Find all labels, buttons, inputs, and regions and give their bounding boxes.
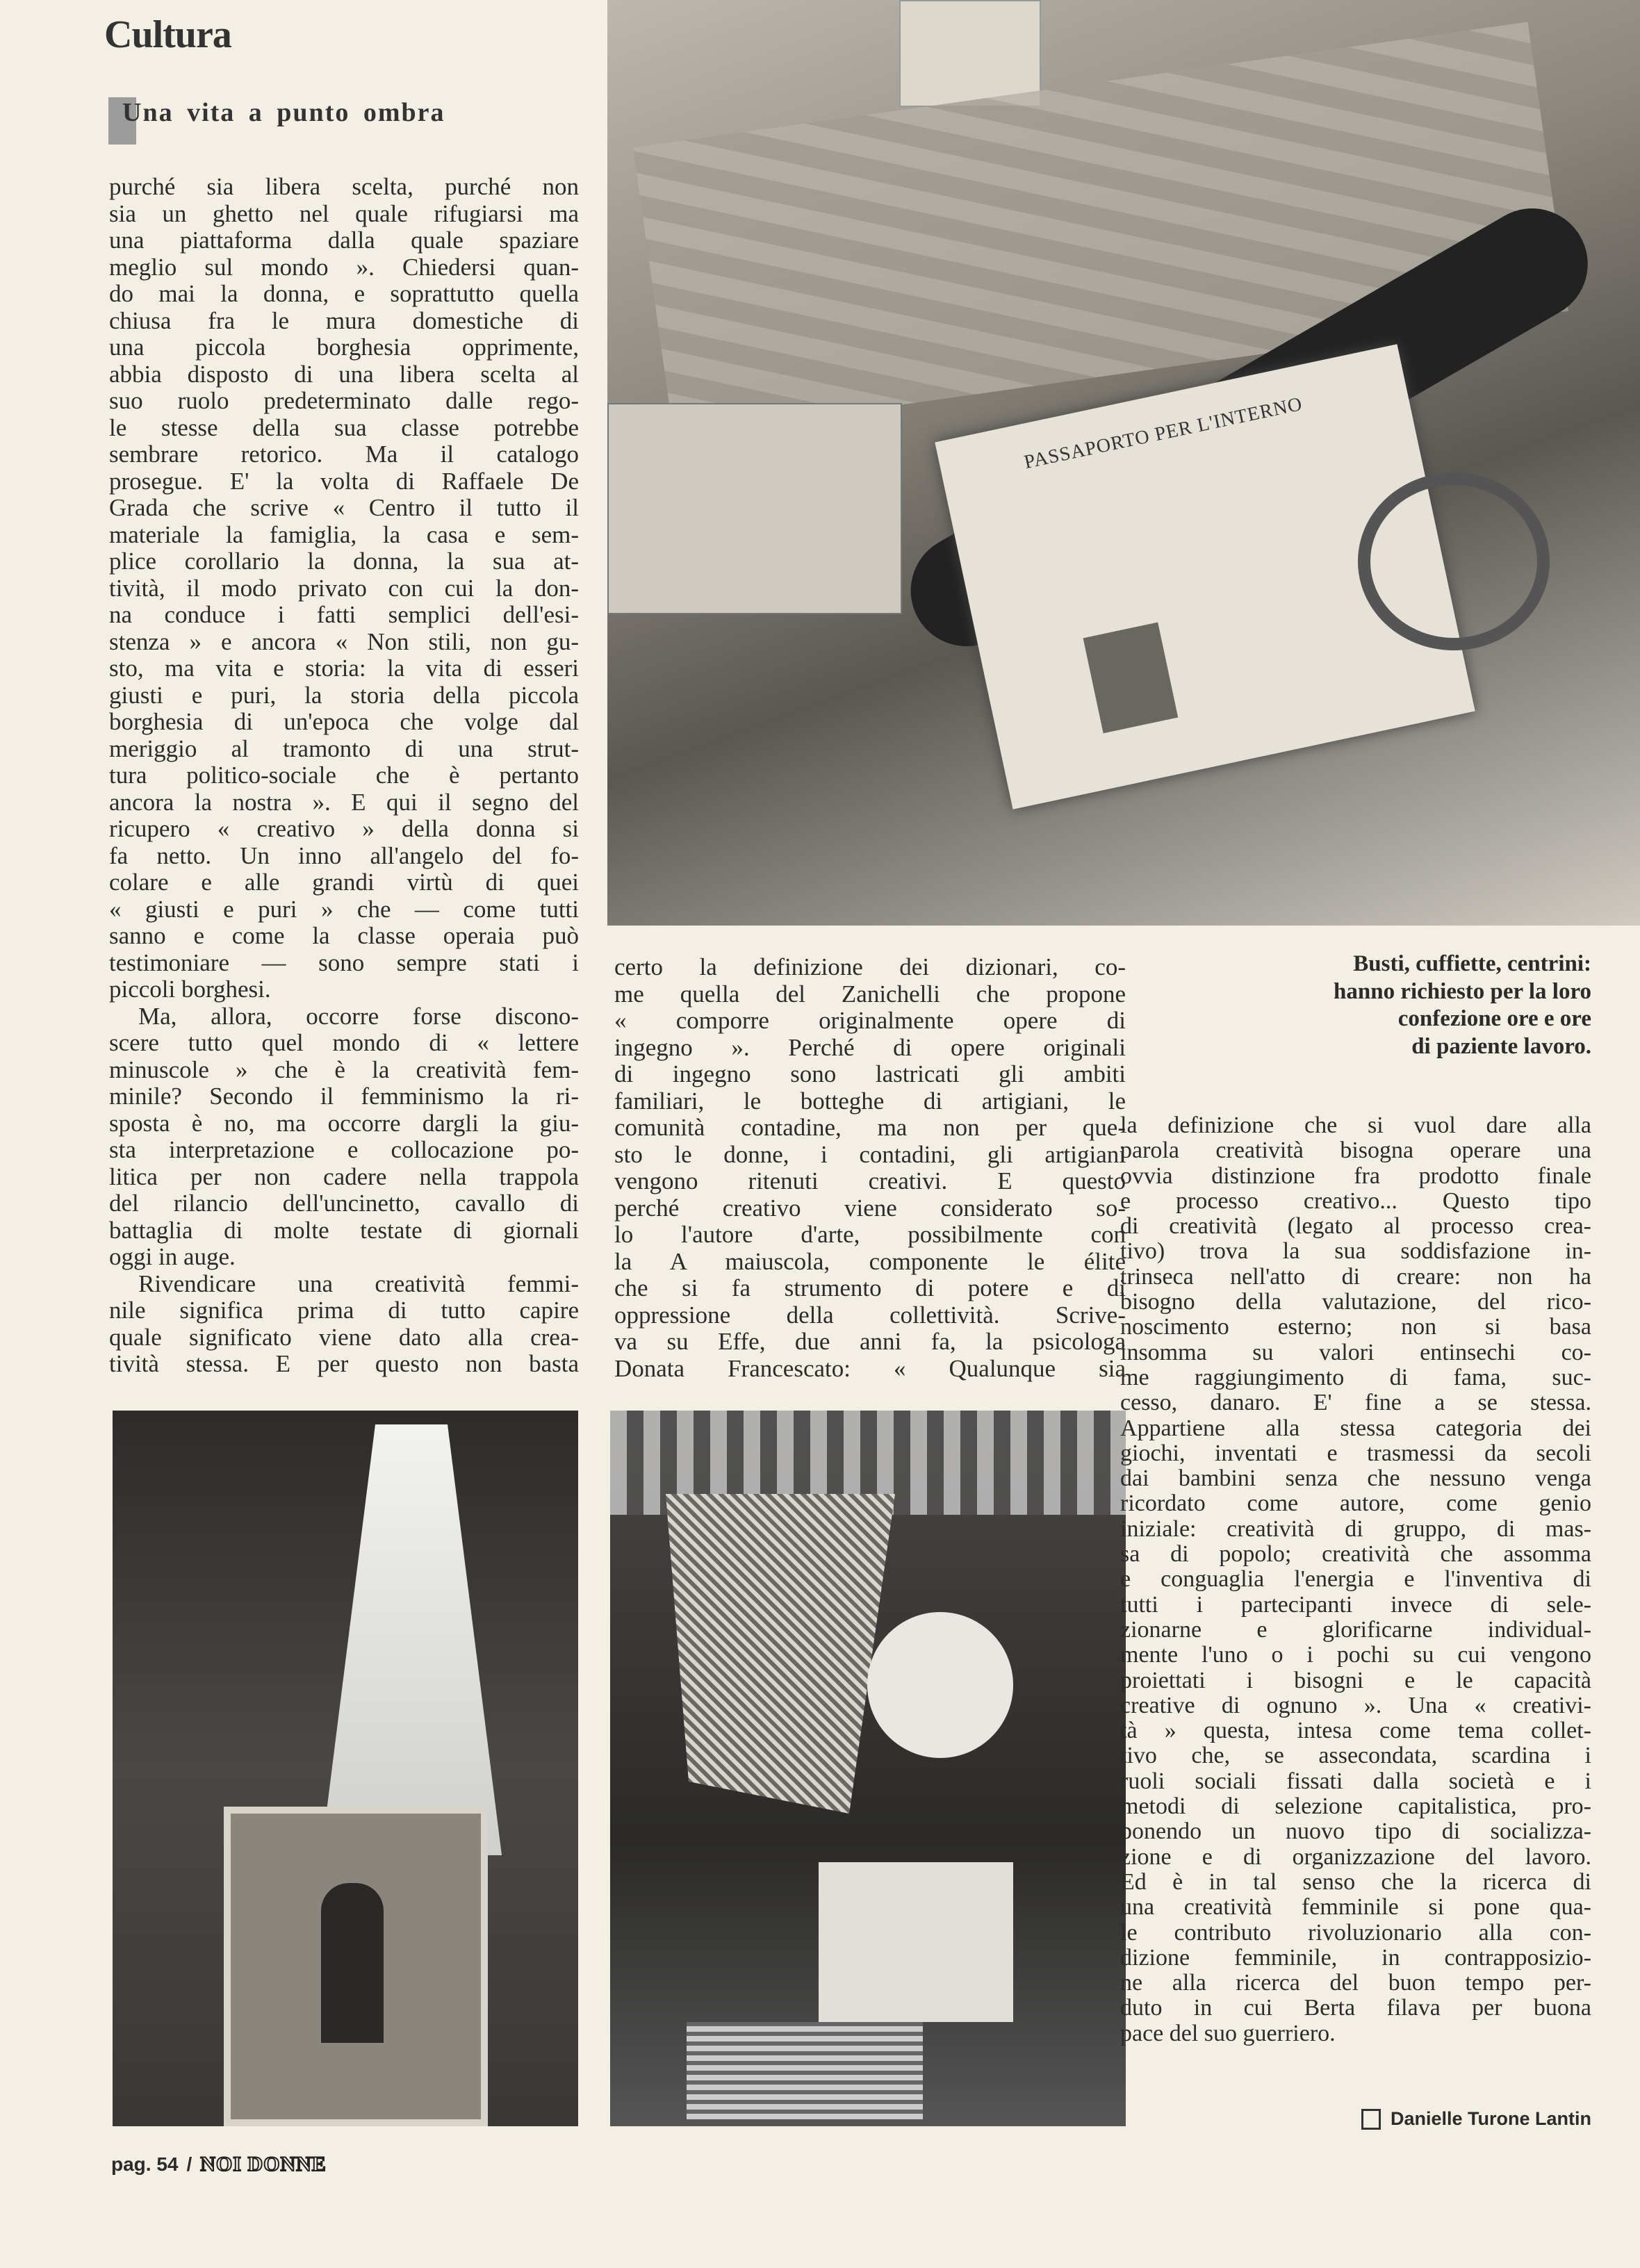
column-middle: [614, 954, 1126, 1382]
white-dress: [321, 1424, 502, 1855]
caption-line: Busti, cuffiette, centrini:: [1353, 951, 1591, 976]
text-line: la definizione che si vuol dare alla: [1120, 1112, 1591, 1138]
text-line: fa netto. Un inno all'angelo del fo-: [109, 841, 579, 869]
article-title: Una vita a punto ombra: [122, 98, 445, 127]
text-line: perché creativo viene considerato so-: [614, 1194, 1126, 1222]
text-line: « comporre originalmente opere di: [614, 1007, 1126, 1034]
postcard: [899, 0, 1041, 107]
text-line: sembrare retorico. Ma il catalogo: [109, 441, 579, 468]
text-line: proiettati i bisogni e le capacità: [1120, 1667, 1591, 1693]
text-line: Appartiene alla stessa categoria dei: [1120, 1415, 1591, 1441]
text-line: e processo creativo... Questo tipo: [1120, 1188, 1591, 1214]
text-line: Grada che scrive « Centro il tutto il: [109, 494, 579, 521]
text-line: bisogno della valutazione, del rico-: [1120, 1289, 1591, 1315]
text-line: ponendo un nuovo tipo di socializza-: [1120, 1818, 1591, 1845]
text-line: suo ruolo predeterminato dalle rego-: [109, 387, 579, 414]
section-heading: Cultura: [104, 13, 231, 56]
text-line: insomma su valori entinsechi co-: [1120, 1339, 1591, 1365]
text-line: una piattaforma dalla quale spaziare: [109, 227, 579, 254]
text-line: na conduce i fatti semplici dell'esi-: [109, 601, 579, 628]
text-line: purché sia libera scelta, purché non: [109, 173, 579, 200]
column-left: [109, 174, 579, 1378]
column-right: [1120, 1113, 1591, 2046]
text-line: zione e di organizzazione del lavoro.: [1120, 1843, 1591, 1870]
text-line: le contributo rivoluzionario alla con-: [1120, 1919, 1591, 1946]
text-line: ricordato come autore, come genio: [1120, 1490, 1591, 1517]
text-line: va su Effe, due anni fa, la psicologa: [614, 1328, 1126, 1355]
text-line: zionarne e glorificarne individual-: [1120, 1616, 1591, 1643]
text-line: Ma, allora, occorre forse discono-: [138, 1002, 579, 1030]
text-line: Ed è in tal senso che la ricerca di: [1120, 1868, 1591, 1895]
text-line: ne alla ricerca del buon tempo per-: [1120, 1970, 1591, 1996]
photo-dress-portrait: [113, 1411, 578, 2126]
text-line: borghesia di un'epoca che volge dal: [109, 708, 579, 735]
photo-caption: [1154, 951, 1591, 1060]
lace-triangle: [666, 1494, 895, 1814]
text-line: me raggiungimento di fama, suc-: [1120, 1364, 1591, 1390]
caption-line: confezione ore e ore: [1397, 1006, 1591, 1031]
text-line: do mai la donna, e soprattutto quella: [109, 280, 579, 307]
text-line: duto in cui Berta filava per buona: [1120, 1995, 1591, 2021]
text-line: me quella del Zanichelli che propone: [614, 980, 1126, 1008]
text-line: tà » questa, intesa come tema collet-: [1120, 1718, 1591, 1744]
footer-separator: /: [186, 2153, 192, 2175]
text-line: litica per non cadere nella trappola: [109, 1162, 579, 1190]
text-line: nile significa prima di tutto capire: [109, 1297, 579, 1324]
round-mirror: [1358, 472, 1550, 650]
text-line: meglio sul mondo ». Chiedersi quan-: [109, 253, 579, 281]
text-line: Donata Francescato: « Qualunque sia: [614, 1354, 1126, 1382]
text-line: trinseca nell'atto di creare: non ha: [1120, 1263, 1591, 1290]
passport-photo: [1083, 623, 1179, 734]
text-line: e conguaglia l'energia e l'inventiva di: [1120, 1566, 1591, 1593]
text-line: giochi, inventati e trasmessi da secoli: [1120, 1440, 1591, 1466]
text-line: sta interpretazione e collocazione po-: [109, 1136, 579, 1163]
magazine-logo: NOI DONNE: [200, 2153, 327, 2176]
text-line: certo la definizione dei dizionari, co-: [614, 953, 1126, 980]
framed-portrait: [224, 1807, 488, 2126]
text-line: del rilancio dell'uncinetto, cavallo di: [109, 1190, 579, 1217]
text-line: vengono ritenuti creativi. E questo: [614, 1167, 1126, 1194]
text-line: oggi in auge.: [109, 1243, 236, 1270]
page-number: pag. 54: [111, 2153, 179, 2175]
text-line: Rivendicare una creatività femmi-: [138, 1269, 579, 1297]
text-line: sposta è no, ma occorre dargli la giu-: [109, 1109, 579, 1137]
author-byline: [1361, 2108, 1591, 2130]
text-line: materiale la famiglia, la casa e sem-: [109, 520, 579, 548]
passport-heading: PASSAPORTO PER L'INTERNO: [1022, 393, 1305, 474]
text-line: tutti i partecipanti invece di sele-: [1120, 1591, 1591, 1618]
round-doily: [867, 1612, 1013, 1758]
text-line: scere tutto quel mondo di « lettere: [109, 1029, 579, 1056]
text-line: creative di ognuno ». Una « creativi-: [1120, 1692, 1591, 1718]
text-line: plice corollario la donna, la sua at-: [109, 548, 579, 575]
text-line: tività stessa. E per questo non basta: [109, 1350, 579, 1377]
text-line: parola creatività bisogna operare una: [1120, 1137, 1591, 1164]
text-line: una creatività femminile si pone qua-: [1120, 1894, 1591, 1921]
text-line: cesso, danaro. E' fine a se stessa.: [1120, 1390, 1591, 1416]
photo-umbrella-passport: [607, 0, 1640, 926]
text-line: minile? Secondo il femminismo la ri-: [109, 1083, 579, 1110]
text-line: minuscole » che è la creatività fem-: [109, 1055, 579, 1083]
text-line: che si fa strumento di potere e di: [614, 1274, 1126, 1301]
text-line: ruoli sociali fissati dalla società e i: [1120, 1768, 1591, 1794]
text-line: pace del suo guerriero.: [1120, 2020, 1336, 2046]
photo-frame: [607, 403, 902, 614]
text-line: tività, il modo privato con cui la don-: [109, 574, 579, 602]
text-line: dai bambini senza che nessuno venga: [1120, 1465, 1591, 1492]
page-footer: [111, 2153, 327, 2176]
text-line: « giusti e puri » che — come tutti: [109, 895, 579, 923]
embroidered-square: [819, 1862, 1013, 2022]
text-line: quale significato viene dato alla crea-: [109, 1323, 579, 1351]
lace-strip: [687, 2022, 923, 2119]
text-line: tivo che, se assecondata, scardina i: [1120, 1743, 1591, 1769]
text-line: sa di popolo; creatività che assomma: [1120, 1541, 1591, 1568]
text-line: ovvia distinzione fra prodotto finale: [1120, 1162, 1591, 1189]
text-line: tura politico-sociale che è pertanto: [109, 762, 579, 789]
text-line: prosegue. E' la volta di Raffaele De: [109, 467, 579, 495]
text-line: piccoli borghesi.: [109, 976, 271, 1003]
photo-lace-doilies: [610, 1411, 1126, 2126]
text-line: oppressione della collettività. Scrive-: [614, 1301, 1126, 1329]
author-name: Danielle Turone Lantin: [1390, 2108, 1591, 2129]
text-line: iniziale: creatività di gruppo, di mas-: [1120, 1515, 1591, 1542]
text-line: una piccola borghesia opprimente,: [109, 334, 579, 361]
text-line: testimoniare — sono sempre stati i: [109, 948, 579, 976]
text-line: chiusa fra le mura domestiche di: [109, 306, 579, 334]
text-line: ingegno ». Perché di opere originali: [614, 1033, 1126, 1061]
text-line: lo l'autore d'arte, possibilmente con: [614, 1221, 1126, 1248]
text-line: di creatività (legato al processo crea-: [1120, 1213, 1591, 1240]
text-line: abbia disposto di una libera scelta al: [109, 360, 579, 388]
text-line: noscimento esterno; non si basa: [1120, 1314, 1591, 1340]
text-line: sto, ma vita e storia: la vita di esseri: [109, 655, 579, 682]
text-line: metodi di selezione capitalistica, pro-: [1120, 1793, 1591, 1820]
caption-line: hanno richiesto per la loro: [1334, 978, 1591, 1004]
text-line: giusti e puri, la storia della piccola: [109, 681, 579, 709]
end-mark-square-icon: [1361, 2109, 1381, 2130]
text-line: sanno e come la classe operaia può: [109, 922, 579, 949]
text-line: stenza » e ancora « Non stili, non gu-: [109, 627, 579, 655]
text-line: battaglia di molte testate di giornali: [109, 1216, 579, 1244]
text-line: tivo) trova la sua soddisfazione in-: [1120, 1238, 1591, 1265]
text-line: la A maiuscola, componente le élite: [614, 1247, 1126, 1275]
caption-line: di paziente lavoro.: [1411, 1033, 1591, 1059]
text-line: di ingegno sono lastricati gli ambiti: [614, 1060, 1126, 1087]
text-line: dizione femminile, in contrapposizio-: [1120, 1944, 1591, 1971]
text-line: mente l'uno o i pochi su cui vengono: [1120, 1642, 1591, 1668]
text-line: ricupero « creativo » della donna si: [109, 815, 579, 842]
text-line: ancora la nostra ». E qui il segno del: [109, 788, 579, 816]
portrait-figure: [321, 1883, 384, 2043]
text-line: familiari, le botteghe di artigiani, le: [614, 1087, 1126, 1115]
text-line: sia un ghetto nel quale rifugiarsi ma: [109, 199, 579, 227]
text-line: meriggio al tramonto di una strut-: [109, 734, 579, 762]
text-line: sto le donne, i contadini, gli artigiani: [614, 1140, 1126, 1168]
text-line: comunità contadine, ma non per que-: [614, 1114, 1126, 1141]
text-line: le stesse della sua classe potrebbe: [109, 413, 579, 441]
text-line: colare e alle grandi virtù di quei: [109, 869, 579, 896]
